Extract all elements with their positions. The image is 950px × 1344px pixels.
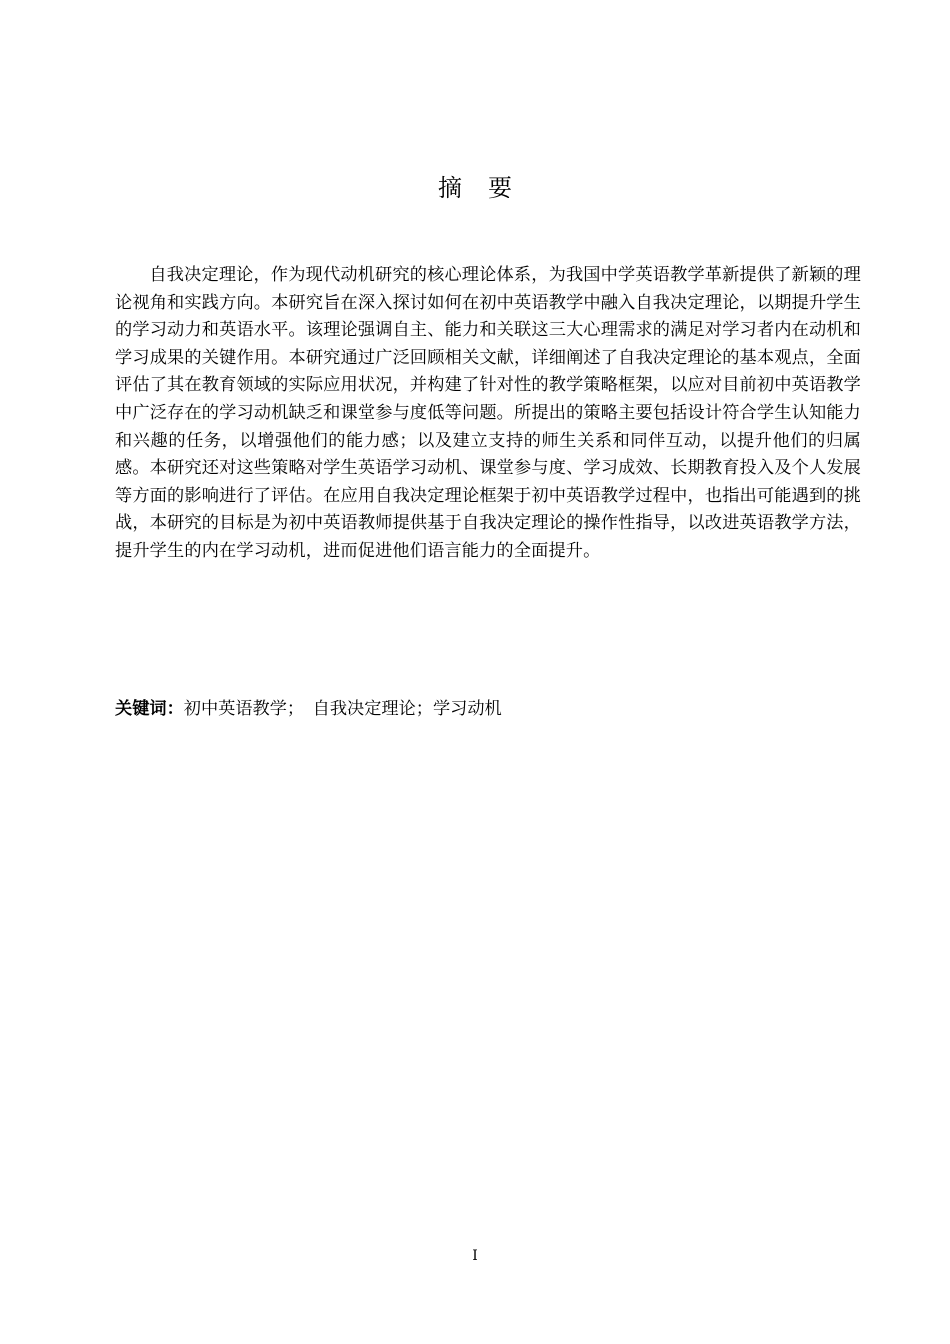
keywords-text: 初中英语教学； 自我决定理论；学习动机 — [183, 699, 502, 719]
page-title: 摘要 — [438, 174, 538, 202]
abstract-paragraph: 自我决定理论，作为现代动机研究的核心理论体系，为我国中学英语教学革新提供了新颖的理论视角和实践方向。本研究旨在深入探讨如何在初中英语教学中融入自我决定理论，以期提升学生的学习动力和英语水平。该理论强调自主、能力和关联这三大心理需求的满足对学习者内在动机和学习成果的关键作用。本研究通过广泛回顾相关文献，详细阐述了自我决定理论的基本观点，全面评估了其在教育领域的实际应用状况，并构建了针对性的教学策略框架，以应对目前初中英语教学中广泛存在的学习动机缺乏和课堂参与度低等问题。所提出的策略主要包括设计符合学生认知能力和兴趣的任务，以增强他们的能力感；以及建立支持的师生关系和同伴互动，以提升他们的归属感。本研究还对这些策略对学生英语学习动机、课堂参与度、学习成效、长期教育投入及个人发展等方面的影响进行了评估。在应用自我决定理论框架于初中英语教学过程中，也指出可能遇到的挑战，本研究的目标是为初中英语教师提供基于自我决定理论的操作性指导，以改进英语教学方法，提升学生的内在学习动机，进而促进他们语言能力的全面提升。 — [115, 265, 861, 561]
keywords-label: 关键词： — [115, 699, 184, 719]
keywords-line — [115, 697, 861, 721]
page-number: I — [472, 1248, 478, 1264]
